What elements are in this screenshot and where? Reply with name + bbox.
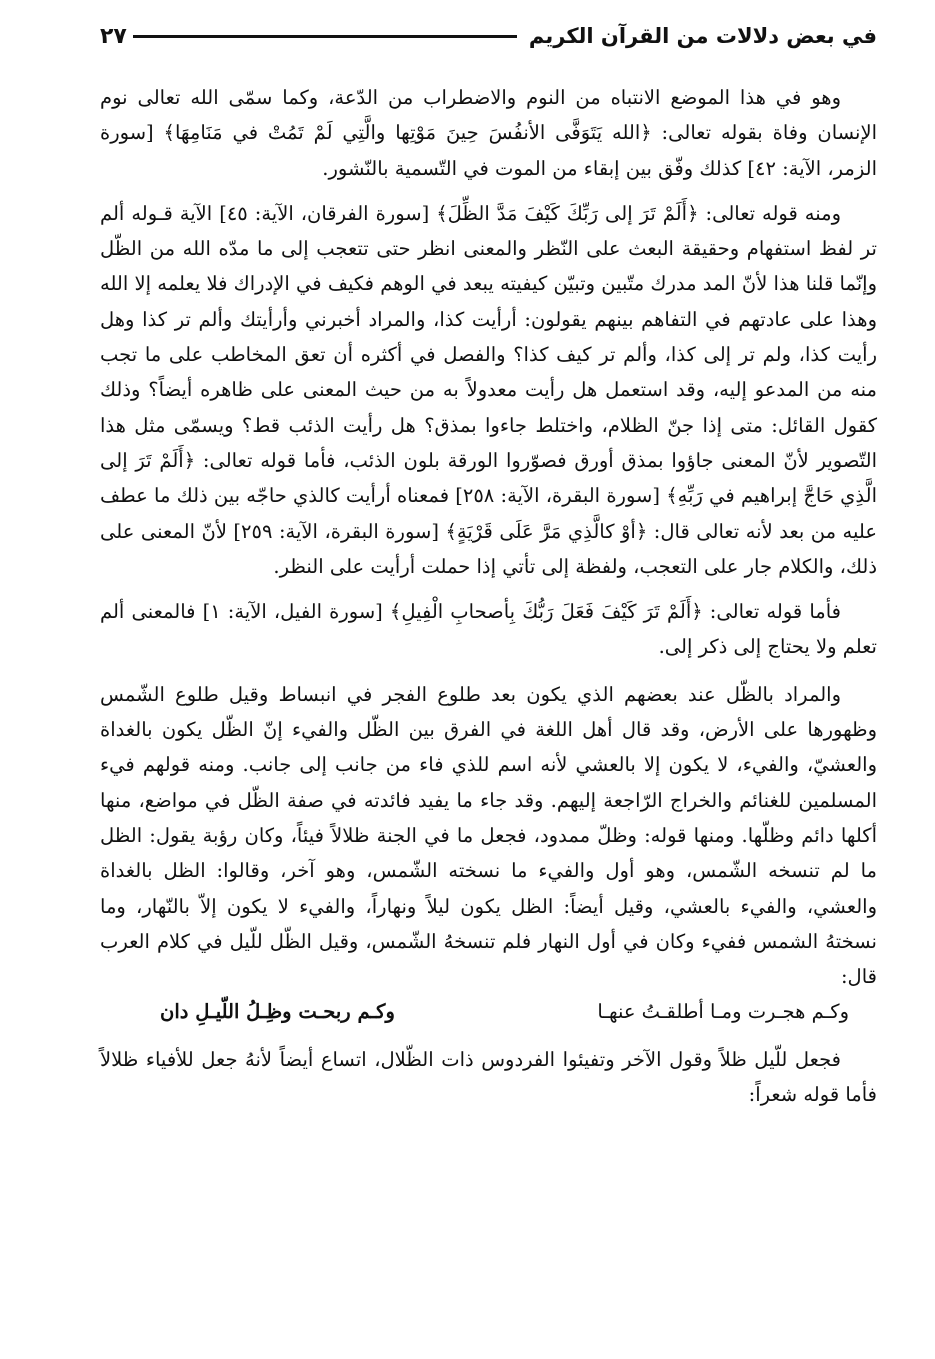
paragraph-2: ومنه قوله تعالى: ﴿أَلَمْ تَرَ إلى رَبِّكَ كَيْفَ مَدَّ الظِّلَ﴾ [سورة الفرقان، الآية: ٤٥] الآية قـوله ألم تر لفظ استفهام وحقيقة البعث على النّظر والمعنى انظر حتى تتعجب إلى ما مدّه الله من الظّل وإنّما قلنا هذا لأنّ المد مدرك متّبين وتبيّن كيفيته يبعد في الوهم فكيف في الإدراك فلا يعلمه إلا الله وهذا على عادتهم في التفاهم بينهم يقولون: أرأيت كذا، والمراد أخبرني وأرأيتك وألم تر كذا وهل رأيت كذا، ولم تر إلى كذا، وألم تر كيف كذا؟ والفصل في أكثره أن تعق المخاطب على ما تجب منه من المدعو إليه، وقد استعمل هل رأيت معدولاً به من حيث المعنى على ظاهره أيضاً؟ وذلك كقول القائل: متى إذا جنّ الظلام، واختلط جاءوا بمذق؟ هل رأيت الذئب قط؟ ويسمّى مثل هذا التّصوير لأنّ المعنى جاؤوا بمذق أورق فصوّروا الورقة بلون الذئب، فأما قوله تعالى: ﴿أَلَمْ تَرَ إلى الَّذِي حَاجَّ إبراهيم في رَبِّهِ﴾ [سورة البقرة، الآية: ٢٥٨] فمعناه أرأيت كالذي حاجّه بين ذلك ما عطف عليه من بعد لأنه تعالى قال: ﴿أوْ كالَّذِي مَرَّ عَلَى قَرْيَةٍ﴾ [سورة البقرة، الآية: ٢٥٩] لأنّ المعنى على ذلك، والكلام جار على التعجب، ولفظة إلى تأتي إذا حملت أرأيت على النظر.	[100, 201, 877, 578]
header-rule	[133, 35, 517, 38]
poetry-verse	[100, 994, 877, 1029]
page-body	[100, 80, 877, 1112]
paragraph-5: فجعل للّيل ظلاً وقول الآخر وتفيئوا الفردوس ذات الظّلال، اتساع أيضاً لأنهُ جعل للأفياء ظلالاً فأما قوله شعراً:	[100, 1047, 877, 1107]
paragraph-1: وهو في هذا الموضع الانتباه من النوم والاضطراب من الدّعة، وكما سمّى الله تعالى نوم الإنسان وفاة بقوله تعالى: ﴿الله يَتَوَفَّى الأنفُسَ حِينَ مَوْتِها والَّتِي لَمْ تَمُتْ في مَنَامِهَا﴾ [سورة الزمر، الآية: ٤٢] كذلك وفّق بين إبقاء من الموت في التّسمية بالنّشور.	[100, 86, 877, 180]
running-title: في بعض دلالات من القرآن الكريم	[528, 24, 877, 48]
verse-second-hemistich: وكـم ربحـت وظِـلُ اللّيـلِ دان	[160, 1000, 395, 1024]
page-header	[100, 14, 877, 58]
page-number: ٢٧	[100, 23, 127, 49]
verse-first-hemistich: وكـم هجـرت ومـا أطلقـتُ عنهـا	[597, 1000, 849, 1024]
paragraph-3: فأما قوله تعالى: ﴿أَلَمْ تَرَ كَيْفَ فَعَلَ رَبُّكَ بِأصحابِ الْفِيلِ﴾ [سورة الفيل، الآية: ١] فالمعنى ألم تعلم ولا يحتاج إلى ذكر إلى.	[100, 600, 877, 659]
paragraph-4: والمراد بالظّل عند بعضهم الذي يكون بعد طلوع الفجر في انبساط وقيل طلوع الشّمس وظهورها على الأرض، وقد قال أهل اللغة في الفرق بين الظّل والفيء إنّ الظّل يكون بالغداة والعشيّ، والفيء، لا يكون إلا بالعشي لأنه اسم للذي فاء من جانب إلى جانب. ومنه قولهم فيء المسلمين للغنائم والخراج الرّاجعة إليهم. وقد جاء ما يفيد فائدته في صفة الظّل في مواضع، منها أكلها دائم وظلّها. ومنها قوله: وظلّ ممدود، فجعل ما في الجنة ظلالاً فيئاً، وكان رؤبة يقول: الظل ما لم تنسخه الشّمس، وهو أول والفيء ما نسخته الشّمس، وهو آخر، وقالوا: الظل بالغداة والعشي، والفيء بالعشي، وقيل أيضاً: الظل يكون ليلاً ونهاراً، والفيء لا يكون إلاّ بالنّهار، وما نسختهُ الشمس ففيء وكان في أول النهار فلم تنسخهُ الشّمس، وقيل الظّل للّيل في كلام العرب قال:	[100, 682, 877, 989]
